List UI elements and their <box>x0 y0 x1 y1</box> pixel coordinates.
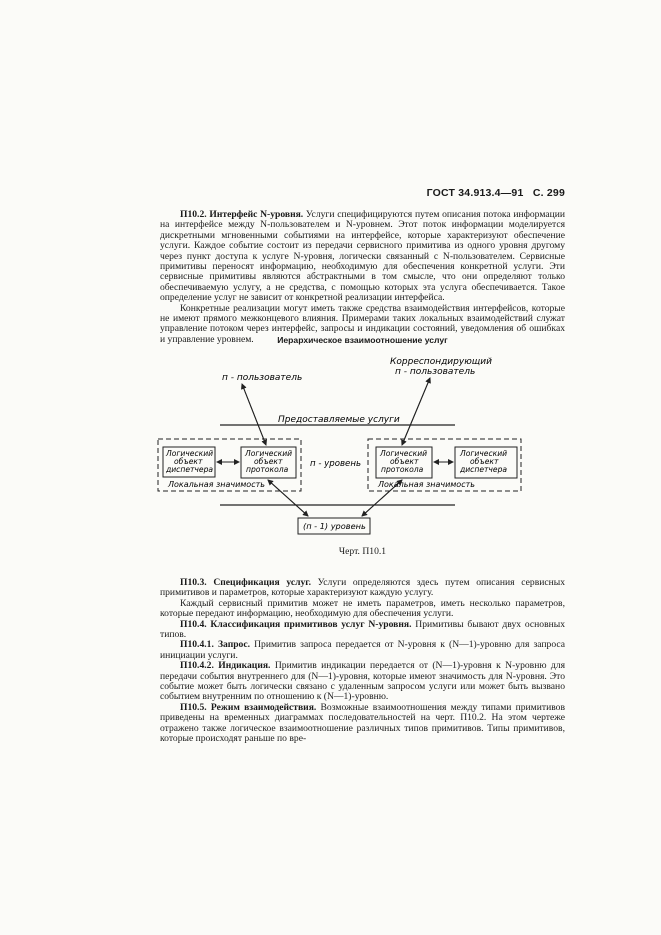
label-services: Предоставляемые услуги <box>278 415 400 425</box>
arrow <box>402 378 430 445</box>
paragraph: Возможные взаимоотношения между типами примитивов приведены на временных диаграммах последовательностей на черт. П10.2. На этом чертеже отражено также логическое взаимоотношение различных типов примитивов. Типы примитивов, которые происходят раньше по вре- <box>160 701 566 745</box>
section-heading: П10.4.2. Индикация. <box>180 660 271 672</box>
section-heading: П10.5. Режим взаимодействия. <box>180 701 317 713</box>
hierarchy-diagram <box>150 350 560 545</box>
page-number: С. 299 <box>532 187 565 199</box>
section-heading: П10.4. Классификация примитивов услуг N-уровня. <box>180 618 412 630</box>
box-text: объект <box>470 457 499 466</box>
section-p10-3 <box>160 578 565 745</box>
box-text: объект <box>254 457 283 466</box>
paragraph: Примитив индикации передается от (N—1)-уровня к N-уровню для передачи события внутреннего для (N—1)-уровня, которые имеют значимость для N-уровня. Это событие может быть логически связано с удаленным запросом услуги или может быть вызвано событием внутренним по отношению к (N—1)-уровню. <box>160 660 565 703</box>
box-text: диспетчера <box>460 465 508 474</box>
box-text: Логический <box>460 449 508 458</box>
paragraph: Конкретные реализации могут иметь также средства взаимодействия интерфейсов, которые не имеют прямого межконцевого влияния. Примерами таких локальных взаимодействий служат управление потоком через интерфейс, запросы и индикации состояний, уведомления об ошибках и управление уровнем. <box>160 302 565 345</box>
box-text: объект <box>174 457 203 466</box>
box-text: Логический <box>380 449 428 458</box>
section-p10-2 <box>160 210 565 345</box>
page-header <box>400 187 565 199</box>
paragraph: Примитив запроса передается от N-уровня к (N—1)-уровню для запроса инициации услуги. <box>160 639 565 661</box>
arrow <box>242 384 266 445</box>
paragraph: Примитивы бывают двух основных типов. <box>160 618 565 641</box>
arrow <box>268 480 308 516</box>
label-n-user: п - пользователь <box>222 373 303 383</box>
section-heading: П10.2. Интерфейс N-уровня. <box>180 209 304 220</box>
box-text: Логический <box>245 449 293 458</box>
box-text: объект <box>390 457 419 466</box>
label-local-left: Локальная значимость <box>168 480 265 489</box>
paragraph: Каждый сервисный примитив может не иметь параметров, иметь несколько параметров, которые передают информацию, необходимую для обеспечения услуги. <box>160 597 565 620</box>
label-n-level: п - уровень <box>310 459 362 469</box>
label-local-right: Локальная значимость <box>378 480 475 489</box>
figure-caption: Черт. П10.1 <box>338 546 387 557</box>
box-text: Логический <box>166 449 214 458</box>
standard-code: ГОСТ 34.913.4—91 <box>426 187 524 199</box>
box-text: протокола <box>246 465 289 474</box>
box-text: протокола <box>381 465 424 474</box>
box-text: диспетчера <box>166 465 214 474</box>
section-heading: П10.3. Спецификация услуг. <box>180 577 311 588</box>
figure-title: Иерархическое взаимоотношение услуг <box>277 335 448 345</box>
paragraph: Услуги определяются здесь путем описания сервисных примитивов и параметров, которые характеризуют каждую услугу. <box>160 577 565 599</box>
section-heading: П10.4.1. Запрос. <box>180 639 251 651</box>
paragraph: Услуги специфицируются путем описания потока информации на интерфейсе между N-пользователем и N-уровнем. Этот поток информации моделируется дискретными мгновенными событиями на интерфейсе, которые характеризуют обеспечение услуги. Каждое событие состоит из передачи сервисного примитива из одного уровня другому через пункт доступа к услуге N-уровня, логически связанный с N-пользователем. Сервисные примитивы переносят информацию, необходимую для обеспечения конкретной услуги. Эти сервисные примитивы являются абстрактными в том смысле, что они определяют только обеспечиваемую услугу, а не средства, с помощью которых эта услуга обеспечивается. Такое определение услуг не зависит от конкретной реализации интерфейса. <box>160 209 565 304</box>
label-corresponding-1: Корреспондирующий <box>390 357 492 367</box>
box-text: (п - 1) уровень <box>303 521 366 531</box>
label-corresponding-2: п - пользователь <box>395 367 476 377</box>
